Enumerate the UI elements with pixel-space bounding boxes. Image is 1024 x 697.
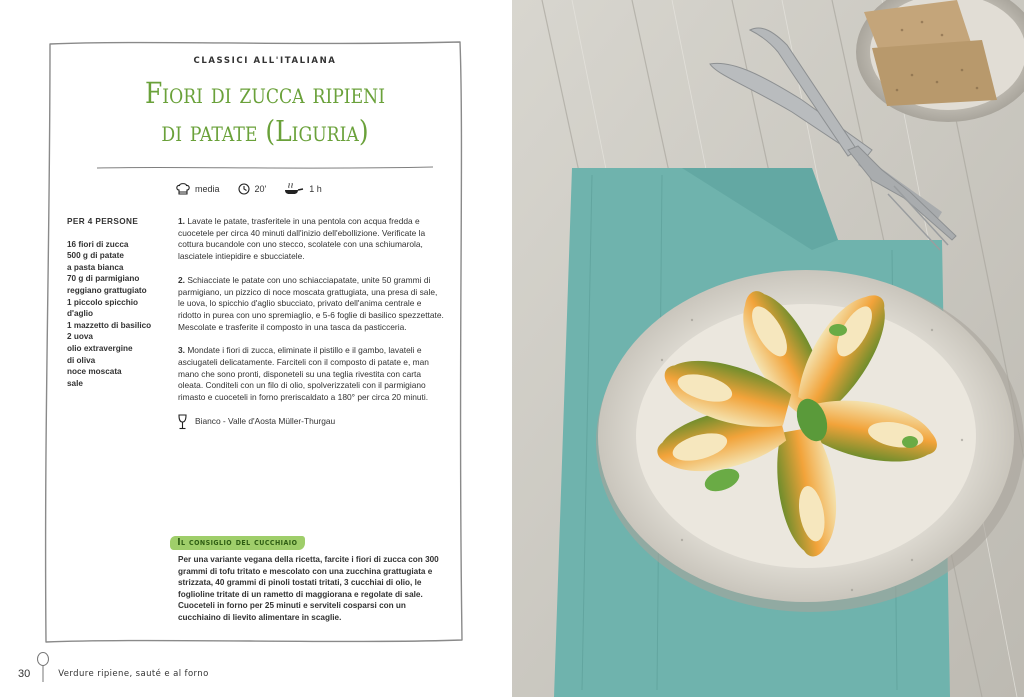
wine-text: Bianco - Valle d'Aosta Müller-Thurgau	[195, 415, 336, 426]
tip-title: Il consiglio del cucchiaio	[170, 536, 305, 550]
pan-icon	[284, 183, 304, 195]
method-section	[178, 216, 446, 430]
ingredient-item: noce moscata	[67, 367, 122, 377]
ingredient-item: 1 piccolo spicchio	[67, 297, 138, 307]
ingredient-item: sale	[67, 378, 83, 388]
ingredient-item: olio extravergine	[67, 343, 133, 353]
ingredients-list	[67, 239, 167, 390]
spoon-icon	[36, 652, 50, 682]
recipe-title	[115, 74, 416, 150]
ingredient-item: d'aglio	[67, 309, 94, 319]
clock-icon	[238, 183, 250, 195]
basil-leaf	[829, 324, 847, 336]
ingredient-item: 2 uova	[67, 332, 93, 342]
step-text: Lavate le patate, trasferitele in una pentola con acqua fredda e cuocetele per circa 40 minuti dall'inizio dell'ebollizione. Verificate la cottura bucandole con uno stecco, scolatele con una schiumarola, lasciatele intiepidire e sbucciatele.	[178, 216, 426, 262]
ingredient-item: a pasta bianca	[67, 262, 124, 272]
cook-time	[284, 183, 322, 195]
page-footer	[18, 666, 209, 682]
wine-glass-icon	[178, 414, 187, 430]
step-3	[178, 345, 446, 404]
section-label: CLASSICI ALL'ITALIANA	[193, 56, 337, 66]
ingredients-heading: PER 4 PERSONE	[67, 217, 139, 226]
chef-hat-icon	[176, 183, 190, 195]
recipe-meta	[176, 181, 340, 197]
ingredient-item: 1 mazzetto di basilico	[67, 320, 152, 330]
step-text: Mondate i fiori di zucca, eliminate il pistillo e il gambo, lavateli e asciugateli delicatamente. Farciteli con il composto di patate e, man mano che sono pronti, disponeteli su una teglia rivestita con carta oleata. Conditeli con un filo di olio, spolverizzateli con il parmigiano rimasto e cuoceteli in forno preriscaldato a 180° per circa 20 minuti.	[178, 345, 429, 403]
ingredient-item: 500 g di patate	[67, 251, 124, 261]
step-text: Schiacciate le patate con uno schiacciapatate, unite 50 grammi di parmigiano, un pizzico di noce moscata grattugiata, una presa di sale, le uova, lo spicchio d'aglio sbucciato, privato dell'anima centrale e ridotto in purea con uno spremiaglio, e 5-6 foglie di basilico spezzettate. Mescolate e trasferite il composto in una tasca da pasticceria.	[178, 274, 444, 332]
title-divider	[95, 164, 435, 172]
footer-text: Verdure ripiene, sauté e al forno	[58, 669, 209, 679]
ingredient-item: di oliva	[67, 355, 96, 365]
title-line-2: di patate (Liguria)	[161, 114, 369, 148]
step-2	[178, 275, 446, 334]
step-number: 3.	[178, 345, 185, 356]
prep-time	[238, 183, 267, 195]
tip-text: Per una variante vegana della ricetta, farcite i fiori di zucca con 300 grammi di tofu tritato e mescolato con una zucchina grattugiata e strizzata, 40 grammi di pinoli tostati tritati, 3 cucchiai di olio, le foglioline tritate di un rametto di maggiorana e regolate di sale. Cuoceteli in forno per 25 minuti e serviteli cosparsi con un cucchiaino di lievito alimentare in scaglie.	[178, 555, 439, 622]
title-line-1: Fiori di zucca ripieni	[144, 76, 386, 110]
ingredients-section	[67, 216, 167, 389]
cracker	[872, 40, 997, 106]
ingredient-item: 16 fiori di zucca	[67, 239, 129, 249]
ingredient-item: 70 g di parmigiano	[67, 274, 140, 284]
basil-leaf	[902, 436, 918, 448]
page-number: 30	[18, 668, 31, 680]
prep-time-value: 20'	[254, 184, 267, 194]
step-number: 1.	[178, 216, 185, 226]
stuffed-zucchini-flowers-photo	[512, 0, 1024, 697]
ingredient-item: reggiano grattugiato	[67, 285, 147, 295]
cook-time-value: 1 h	[309, 184, 322, 194]
step-1	[178, 216, 446, 263]
wine-pairing	[178, 414, 446, 430]
difficulty	[176, 183, 220, 195]
difficulty-value: media	[195, 184, 220, 194]
food-photo	[512, 0, 1024, 697]
step-number: 2.	[178, 274, 185, 285]
